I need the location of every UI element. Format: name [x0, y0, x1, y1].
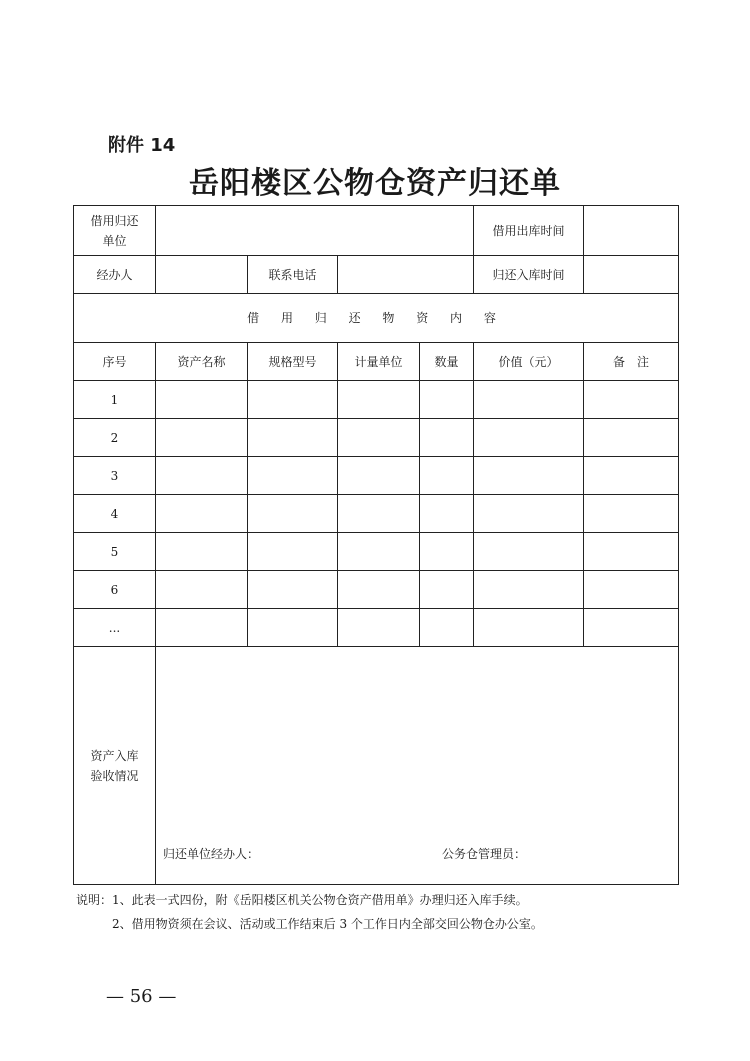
- quantity-cell[interactable]: [420, 609, 474, 647]
- row-index: 5: [74, 533, 156, 571]
- row-index: 2: [74, 419, 156, 457]
- asset-name-cell[interactable]: [156, 381, 248, 419]
- spec-cell[interactable]: [248, 571, 338, 609]
- unit-cell[interactable]: [338, 457, 420, 495]
- row-index: ...: [74, 609, 156, 647]
- spec-cell[interactable]: [248, 457, 338, 495]
- borrow-unit-field[interactable]: [156, 206, 474, 256]
- table-row: [74, 457, 679, 495]
- remark-cell[interactable]: [584, 419, 679, 457]
- acceptance-area[interactable]: [156, 647, 679, 885]
- value-cell[interactable]: [474, 571, 584, 609]
- spec-cell[interactable]: [248, 381, 338, 419]
- page-title: 岳阳楼区公物仓资产归还单: [189, 166, 561, 201]
- note-line-2: 2、借用物资须在会议、活动或工作结束后 3 个工作日内全部交回公物仓办公室。: [112, 917, 543, 931]
- asset-name-cell[interactable]: [156, 609, 248, 647]
- acceptance-label-line2: 验收情况: [90, 768, 139, 783]
- out-time-label: 借用出库时间: [474, 206, 584, 256]
- quantity-cell[interactable]: [420, 419, 474, 457]
- value-cell[interactable]: [474, 419, 584, 457]
- phone-label: 联系电话: [248, 256, 338, 294]
- handler-field[interactable]: [156, 256, 248, 294]
- row-index: 1: [74, 381, 156, 419]
- spec-cell[interactable]: [248, 495, 338, 533]
- quantity-cell[interactable]: [420, 381, 474, 419]
- remark-cell[interactable]: [584, 571, 679, 609]
- quantity-cell[interactable]: [420, 457, 474, 495]
- asset-name-cell[interactable]: [156, 533, 248, 571]
- col-header-quantity: 数量: [420, 343, 474, 381]
- return-handler-label: 归还单位经办人：: [163, 847, 260, 861]
- out-time-field[interactable]: [584, 206, 679, 256]
- unit-cell[interactable]: [338, 419, 420, 457]
- asset-name-cell[interactable]: [156, 419, 248, 457]
- col-header-spec: 规格型号: [248, 343, 338, 381]
- in-time-field[interactable]: [584, 256, 679, 294]
- asset-name-cell[interactable]: [156, 571, 248, 609]
- page-number: — 56 —: [106, 986, 177, 1007]
- spec-cell[interactable]: [248, 419, 338, 457]
- table-row: [74, 571, 679, 609]
- asset-return-form: [73, 205, 679, 885]
- value-cell[interactable]: [474, 533, 584, 571]
- borrow-unit-label-line1: 借用归还: [90, 213, 139, 228]
- value-cell[interactable]: [474, 495, 584, 533]
- spec-cell[interactable]: [248, 609, 338, 647]
- col-header-value: 价值（元）: [474, 343, 584, 381]
- quantity-cell[interactable]: [420, 533, 474, 571]
- table-row: [74, 381, 679, 419]
- handler-label: 经办人: [74, 256, 156, 294]
- asset-name-cell[interactable]: [156, 495, 248, 533]
- unit-cell[interactable]: [338, 571, 420, 609]
- quantity-cell[interactable]: [420, 495, 474, 533]
- unit-cell[interactable]: [338, 495, 420, 533]
- remark-cell[interactable]: [584, 533, 679, 571]
- unit-cell[interactable]: [338, 381, 420, 419]
- acceptance-label-line1: 资产入库: [90, 748, 139, 763]
- col-header-index: 序号: [74, 343, 156, 381]
- table-row: [74, 533, 679, 571]
- col-header-asset-name: 资产名称: [156, 343, 248, 381]
- warehouse-manager-label: 公务仓管理员：: [442, 847, 527, 861]
- remark-cell[interactable]: [584, 381, 679, 419]
- table-row: [74, 419, 679, 457]
- remark-cell[interactable]: [584, 495, 679, 533]
- value-cell[interactable]: [474, 609, 584, 647]
- remark-cell[interactable]: [584, 457, 679, 495]
- section-title: 借 用 归 还 物 资 内 容: [74, 294, 679, 343]
- value-cell[interactable]: [474, 381, 584, 419]
- borrow-unit-label: [74, 206, 156, 256]
- asset-name-cell[interactable]: [156, 457, 248, 495]
- row-index: 6: [74, 571, 156, 609]
- acceptance-label: [74, 647, 156, 885]
- col-header-remark: 备 注: [584, 343, 679, 381]
- unit-cell[interactable]: [338, 533, 420, 571]
- note-line-1: 说明：1、此表一式四份，附《岳阳楼区机关公物仓资产借用单》办理归还入库手续。: [76, 893, 528, 907]
- handler-row: [74, 256, 679, 294]
- phone-field[interactable]: [338, 256, 474, 294]
- column-header-row: [74, 343, 679, 381]
- unit-cell[interactable]: [338, 609, 420, 647]
- borrow-unit-label-line2: 单位: [102, 233, 127, 248]
- value-cell[interactable]: [474, 457, 584, 495]
- remark-cell[interactable]: [584, 609, 679, 647]
- row-index: 4: [74, 495, 156, 533]
- attachment-label: 附件 14: [108, 135, 176, 156]
- spec-cell[interactable]: [248, 533, 338, 571]
- section-title-row: [74, 294, 679, 343]
- table-row: [74, 609, 679, 647]
- quantity-cell[interactable]: [420, 571, 474, 609]
- table-row: [74, 495, 679, 533]
- row-index: 3: [74, 457, 156, 495]
- borrow-unit-row: [74, 206, 679, 256]
- col-header-unit: 计量单位: [338, 343, 420, 381]
- in-time-label: 归还入库时间: [474, 256, 584, 294]
- acceptance-row: [74, 647, 679, 885]
